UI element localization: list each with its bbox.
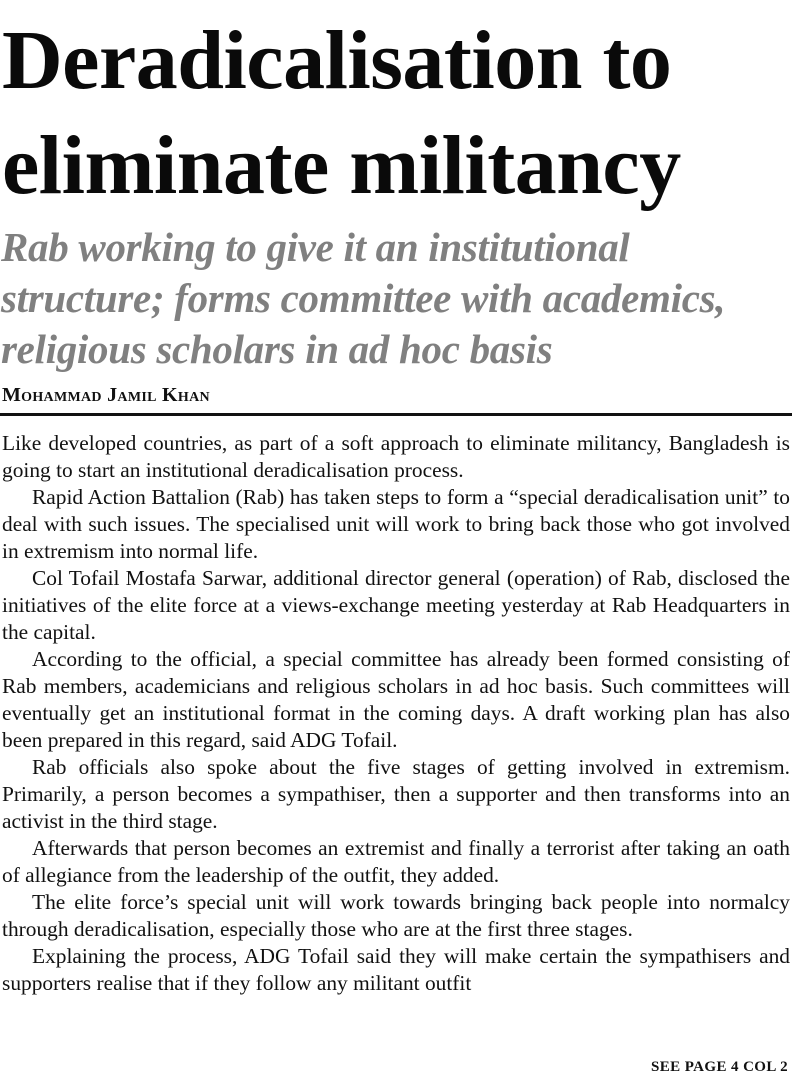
body-paragraph-4: According to the official, a special committee has already been formed consisting of Rab members, academicians and religious scholars in ad hoc basis. Such committees will eventually get an institutional format in the coming days. A draft working plan has also been prepared in this regard, said ADG Tofail. (2, 647, 790, 752)
article-body (0, 430, 792, 997)
body-paragraph-1: Like developed countries, as part of a soft approach to eliminate militancy, Bangladesh is going to start an institutional deradicalisation process. (2, 431, 790, 482)
body-paragraph-5: Rab officials also spoke about the five stages of getting involved in extremism. Primarily, a person becomes a sympathiser, then a supporter and then transforms into an activist in the third stage. (2, 755, 790, 833)
body-paragraph-2: Rapid Action Battalion (Rab) has taken steps to form a “special deradicalisation unit” to deal with such issues. The specialised unit will work to bring back those who got involved in extremism into normal life. (2, 485, 790, 563)
body-paragraph-7: The elite force’s special unit will work towards bringing back people into normalcy through deradicalisation, especially those who are at the first three stages. (2, 890, 790, 941)
headline (0, 0, 792, 218)
body-paragraph-8: Explaining the process, ADG Tofail said they will make certain the sympathisers and supporters realise that if they follow any militant outfit (2, 944, 790, 995)
body-paragraph-6: Afterwards that person becomes an extremist and finally a terrorist after taking an oath of allegiance from the leadership of the outfit, they added. (2, 836, 790, 887)
continuation-jump-line: SEE PAGE 4 COL 2 (651, 1059, 788, 1075)
headline-line-2: eliminate militancy (2, 119, 681, 212)
subheadline: Rab working to give it an institutional structure; forms committee with academics, religious scholars in ad hoc basis (1, 224, 726, 372)
headline-line-1: Deradicalisation to (2, 14, 672, 107)
body-paragraph-3: Col Tofail Mostafa Sarwar, additional director general (operation) of Rab, disclosed the initiatives of the elite force at a views-exchange meeting yesterday at Rab Headquarters in the capital. (2, 566, 790, 644)
byline-divider (0, 413, 792, 416)
byline: Mohammad Jamil Khan (2, 384, 210, 406)
